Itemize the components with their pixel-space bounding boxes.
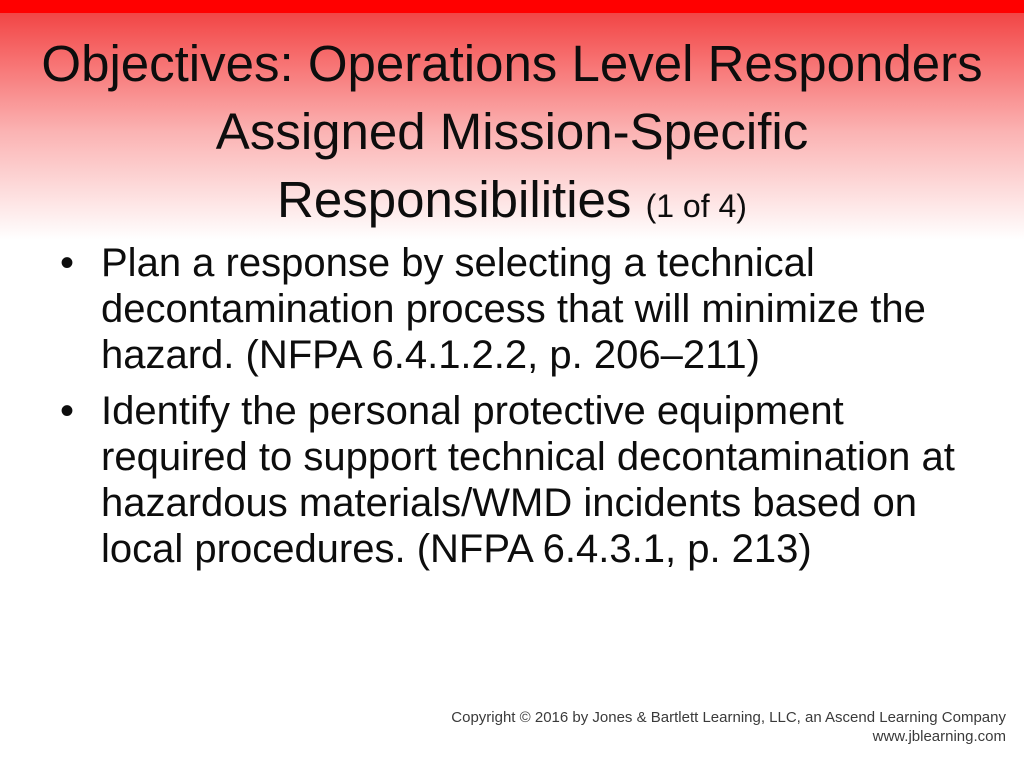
website-text: www.jblearning.com <box>872 728 1006 745</box>
bullet-icon: • <box>60 389 75 433</box>
copyright-text: Copyright © 2016 by Jones & Bartlett Learning, LLC, an Ascend Learning Company <box>451 709 1006 726</box>
slide-title-suffix: (1 of 4) <box>645 188 747 224</box>
top-accent-bar <box>0 0 1024 13</box>
bullet-icon: • <box>60 241 75 285</box>
footer <box>451 708 1006 746</box>
bullet-list <box>60 240 980 582</box>
slide-title-main: Objectives: Operations Level Responders Assigned Mission-Specific Responsibilities <box>41 35 983 228</box>
bullet-item <box>60 388 980 572</box>
bullet-item <box>60 240 980 378</box>
bullet-text: Plan a response by selecting a technical decontamination process that will minimize the hazard. (NFPA 6.4.1.2.2, p. 206–211) <box>101 241 926 377</box>
slide-title <box>40 30 984 240</box>
bullet-text: Identify the personal protective equipment required to support technical decontamination at hazardous materials/WMD incidents based on local procedures. (NFPA 6.4.3.1, p. 213) <box>101 389 955 571</box>
